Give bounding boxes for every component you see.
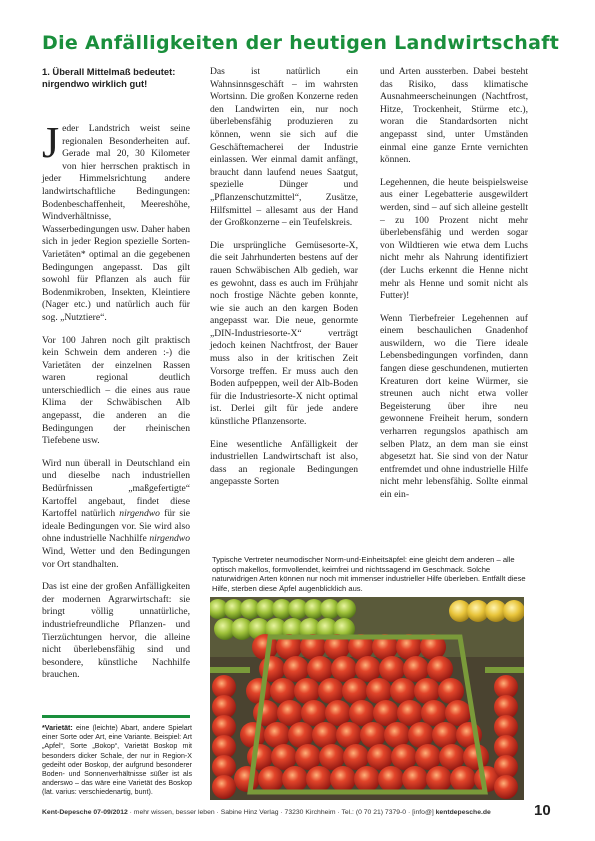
apples-photo (210, 597, 524, 800)
apple (258, 766, 284, 792)
apple (379, 656, 405, 682)
article-title: Die Anfälligkeiten der heutigen Landwirtschaft (42, 32, 560, 54)
drop-cap: J (42, 118, 60, 167)
section-subhead: 1. Überall Mittelmaß bedeutet: nirgendwo wirklich gut! (42, 66, 176, 89)
paragraph: Vor 100 Jahren noch gilt praktisch kein Schwein dem anderen :-) die Varietäten der einzelnen Rassen waren regional deutlich unterschiedlich – die eines aus raue Klima der Schwäbischen Alb angepasst, die anderen an die Bedingungen der rheinischen Tiefebene usw. (42, 334, 190, 447)
apple (246, 678, 272, 704)
apple (384, 722, 410, 748)
paragraph: Jeder Landstrich weist seine regionalen Besonderheiten auf. Gerade mal 20, 30 Kilometer von hier herrschen praktisch in jeder Himmelsrichtung andere landwirtschaftliche Bedingungen: Bodenbeschaffenheit, Meereshöhe, Windverhältnisse, Wasserbedingungen usw. Daher haben sich in jeder Region spezielle Sorten-Varietäten* optimal an die gegebenen Bedingungen angepasst. Das gilt sowohl für Pflanzen als auch für Bodenmikroben, Insekten, Kleintiere (Nager etc.) und natürlich auch für sog. „Nutztiere“. (42, 118, 190, 323)
paragraph: Wenn Tierbefreier Legehennen auf einem beschaulichen Gnadenhof auswildern, wo die Tiere ideale Lebensbedingungen vorfinden, dann fangen diese geschundenen, mutierten Kreaturen dort keine Würmer, sie streunen auch nicht etwa voller Begeisterung über ihre neu gewonnene Freiheit herum, sondern verharren regungslos apathisch am selben Platz, an dem man sie einst abgesetzt hat. Sie sind von der Natur entfremdet und ohne industrielle Hilfe nicht mehr lebensfähig. Sollte einmal ein ein- (380, 312, 528, 500)
apple (264, 722, 290, 748)
apple (343, 744, 369, 770)
apple (212, 775, 236, 799)
apple (277, 700, 303, 726)
apple (301, 700, 327, 726)
apple (438, 678, 464, 704)
apple (414, 678, 440, 704)
apple (342, 678, 368, 704)
apple (415, 744, 441, 770)
apple (426, 766, 452, 792)
apple (450, 766, 476, 792)
apple (325, 700, 351, 726)
paragraph: Legehennen, die heute beispielsweise aus einer Legebatterie ausgewildert werden, sind – auf sich alleine gestellt – zu 100 Prozent nicht mehr überlebensfähig und werden sogar von Wildtieren wie etwa dem Luchs nicht mehr als Nahrung identifiziert (der Luchs erkennt die Henne nicht mehr als Henne und somit nicht als Futter)! (380, 176, 528, 302)
apple (494, 775, 518, 799)
column-1 (42, 66, 190, 692)
apple (240, 722, 266, 748)
apple (336, 722, 362, 748)
apple (360, 722, 386, 748)
apple (306, 766, 332, 792)
paragraph: Das ist natürlich ein Wahnsinnsgeschäft – im wahrsten Wortsinn. Die großen Konzerne reden den Landwirten ein, nur noch überlebensfähig produzieren zu können, wenn sie sich auf die Geschäftemacherei der Industrie einlassen. Wer einmal damit anfängt, braucht dann laufend neues Saatgut, spezielle Dünger und „Pflanzenschutzmittel“, Zusätze, Hilfsmittel – allesamt aus der Hand der Großkonzerne – ein Teufelskreis. (210, 66, 358, 229)
apple (391, 744, 417, 770)
apple (307, 656, 333, 682)
apple (403, 656, 429, 682)
apple (503, 600, 524, 622)
apple (421, 700, 447, 726)
photo-caption: Typische Vertreter neumodischer Norm-und-Einheitsäpfel: eine gleicht dem anderen – alle optisch makellos, formvollendet, keimfrei und nichtssagend im Geschmack. Solche naturwidrigen Arten können nur noch mit immenser industrieller Hilfe überleben. Entfällt diese Hilfe, sterben diese Äpfel augenblicklich aus. (212, 555, 526, 593)
apple (349, 700, 375, 726)
apple (427, 656, 453, 682)
apple (330, 766, 356, 792)
apple (294, 678, 320, 704)
apple (288, 722, 314, 748)
apple (397, 700, 423, 726)
apple (270, 678, 296, 704)
apple (319, 744, 345, 770)
apple (378, 766, 404, 792)
apple (355, 656, 381, 682)
apple (390, 678, 416, 704)
apple (408, 722, 434, 748)
apple (312, 722, 338, 748)
apple (282, 766, 308, 792)
paragraph: Das ist eine der großen Anfälligkeiten der modernen Agrarwirtschaft: sie bringt völlig unnatürliche, industriefreundliche Pflanzen- und Tierzüchtungen hervor, die alleine nicht überlebensfähig sind und besondere, künstliche Nachhilfe brauchen. (42, 581, 190, 681)
footnote-divider (42, 715, 190, 718)
apple (336, 599, 356, 619)
apple (445, 700, 471, 726)
page-number: 10 (534, 802, 551, 819)
column-2 (210, 66, 358, 499)
column-3 (380, 66, 528, 512)
apple (283, 656, 309, 682)
apple (234, 766, 260, 792)
apple (366, 678, 392, 704)
apple (271, 744, 297, 770)
paragraph: Wird nun überall in Deutschland ein und dieselbe nach industriellen Bedürfnissen „maßgefertigte“ Kartoffel angebaut, findet diese Kartoffel natürlich nirgendwo für sie ideale Bedingungen vor. Sie wird also ohne industrielle Nachhilfe nirgendwo Wind, Wetter und den Bedingungen vor Ort standhalten. (42, 457, 190, 570)
paragraph: und Arten aussterben. Dabei besteht das Risiko, dass klimatische Ausnahmeerscheinungen (Nachtfrost, Hitze, Trockenheit, Stürme etc.), woran die Standardsorten nicht angepasst sind, unter Umständen einmal eine ganze Ernte vernichten können. (380, 66, 528, 166)
apple (318, 678, 344, 704)
apple (367, 744, 393, 770)
footnote: *Varietät: eine (leichte) Abart, andere Spielart einer Sorte oder Art, eine Variante. Beispiel: Art „Apfel“, Sorte „Bokop“, Varietät Boskop mit besonders dicker Schale, der nur in Region-X gedeiht oder Boskop, der aufgrund besonderer Boden- und Sonnenverhältnisse süßer ist als anderswo – das wäre eine Varietät des Boskop (lat. varius: verschiedenartig, bunt). (42, 724, 192, 797)
apple (432, 722, 458, 748)
apple (331, 656, 357, 682)
apple (295, 744, 321, 770)
paragraph: Eine wesentliche Anfälligkeit der industriellen Landwirtschaft ist also, dass an regionale Bedingungen angepasste Sorten (210, 438, 358, 488)
apple (373, 700, 399, 726)
apple (402, 766, 428, 792)
apple (354, 766, 380, 792)
page-footer: Kent-Depesche 07-09/2012 · mehr wissen, besser leben · Sabine Hinz Verlag · 73230 Kirchheim · Tel.: (0 70 21) 7379-0 · [info@] kentdepesche.de (42, 809, 491, 816)
paragraph: Die ursprüngliche Gemüsesorte-X, die seit Jahrhunderten bestens auf der rauen Schwäbischen Alb gedieh, war es gewohnt, dass es auch im Frühjahr noch frostige Nächte geben konnte, wie sie auch an den kargen Boden angepasst war. Die neue, genormte „DIN-Industriesorte-X“ verträgt jedoch keinen Nachtfrost, der Bauer muss also in der kritischen Zeit Vorsorge treffen. Er muss auch den Boden aufpeppen, weil der Alb-Boden für die Industriesorte-X nicht optimal ist. Derlei gilt für jede andere künstliche Pflanzensorte. (210, 239, 358, 428)
apple (439, 744, 465, 770)
